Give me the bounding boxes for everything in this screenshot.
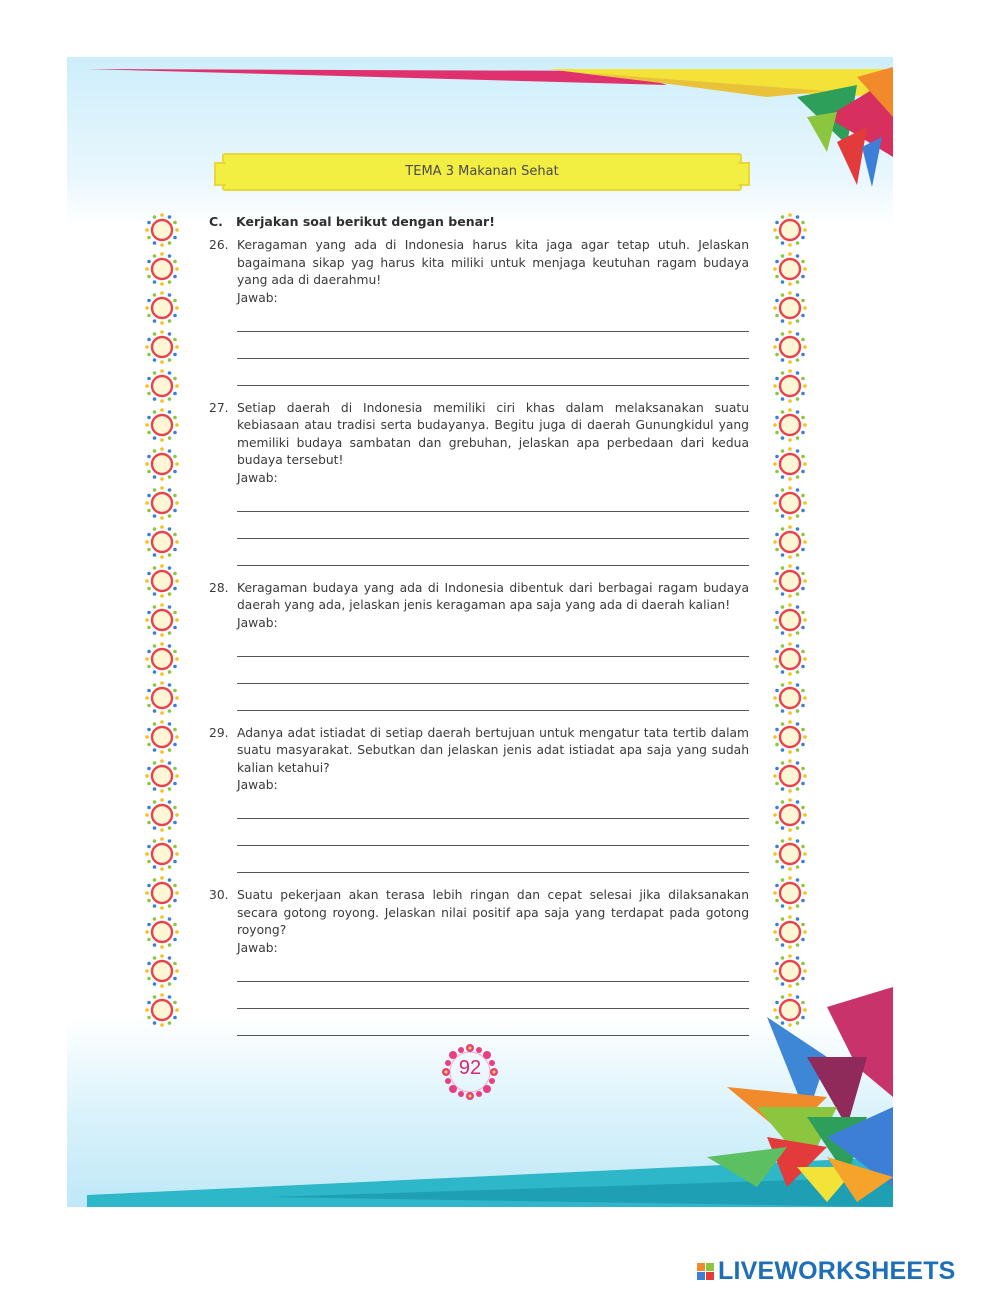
answer-line[interactable] xyxy=(237,359,749,386)
ornament-motif xyxy=(772,953,808,989)
ornament-motif xyxy=(144,875,180,911)
ornament-motif xyxy=(144,836,180,872)
ornament-motif xyxy=(144,563,180,599)
ornament-motif xyxy=(144,485,180,521)
page-number: 92 xyxy=(458,1057,482,1079)
ornament-motif xyxy=(772,446,808,482)
ornament-motif xyxy=(144,329,180,365)
ornament-motif xyxy=(144,602,180,638)
ornament-motif xyxy=(772,797,808,833)
question-number: 30. xyxy=(209,888,229,902)
ornament-motif xyxy=(772,719,808,755)
ornament-motif xyxy=(144,407,180,443)
ornament-motif xyxy=(144,524,180,560)
banner-right-cap xyxy=(738,162,750,186)
question-number: 28. xyxy=(209,580,229,595)
answer-line[interactable] xyxy=(237,819,749,846)
ornament-motif xyxy=(144,797,180,833)
logo-tile xyxy=(697,1272,705,1280)
theme-banner xyxy=(222,153,742,191)
question-text: Keragaman budaya yang ada di Indonesia dibentuk dari berbagai ragam budaya daerah yang ada, jelaskan jenis keragaman apa saja yang ada di daerah kalian! xyxy=(237,580,749,612)
answer-line[interactable] xyxy=(237,512,749,539)
banner-left-cap xyxy=(214,162,226,186)
banner-title: TEMA 3 Makanan Sehat xyxy=(405,164,559,179)
answer-label: Jawab: xyxy=(237,940,278,955)
ornament-motif xyxy=(772,875,808,911)
section-letter: C. xyxy=(209,214,223,229)
question-number: 26. xyxy=(209,238,229,252)
answer-line[interactable] xyxy=(237,792,749,819)
answer-line[interactable] xyxy=(237,630,749,657)
ornament-motif xyxy=(144,290,180,326)
answer-line[interactable] xyxy=(237,332,749,359)
ornament-motif xyxy=(144,212,180,248)
answer-label: Jawab: xyxy=(237,290,278,305)
ornament-motif xyxy=(144,992,180,1028)
left-ornament-border xyxy=(144,212,180,1031)
ornament-motif xyxy=(772,290,808,326)
question xyxy=(209,400,749,470)
ornament-motif xyxy=(772,485,808,521)
ornament-motif xyxy=(144,953,180,989)
ornament-motif xyxy=(772,407,808,443)
logo-tile xyxy=(697,1263,705,1271)
ornament-motif xyxy=(144,251,180,287)
right-ornament-border xyxy=(772,212,808,1031)
question xyxy=(209,725,749,778)
ornament-motif xyxy=(772,368,808,404)
answer-line[interactable] xyxy=(237,846,749,873)
answer-line[interactable] xyxy=(237,982,749,1009)
logo-tile xyxy=(706,1272,714,1280)
ornament-motif xyxy=(772,641,808,677)
ornament-motif xyxy=(772,836,808,872)
liveworksheets-wordmark: LIVEWORKSHEETS xyxy=(718,1256,956,1285)
answer-label: Jawab: xyxy=(237,778,278,792)
ornament-motif xyxy=(772,251,808,287)
ornament-motif xyxy=(772,758,808,794)
question-text: Adanya adat istiadat di setiap daerah bertujuan untuk mengatur tata tertib dalam suatu masyarakat. Sebutkan dan jelaskan jenis adat istiadat apa saja yang sudah kalian ketahui? xyxy=(237,725,749,775)
section-heading xyxy=(209,214,749,229)
question-text: Suatu pekerjaan akan terasa lebih ringan dan cepat selesai jika dilaksanakan secara gotong royong. Jelaskan nilai positif apa saja yang terdapat pada gotong royong? xyxy=(237,888,749,937)
logo-tile xyxy=(706,1263,714,1271)
answer-label: Jawab: xyxy=(237,470,278,485)
section-title: Kerjakan soal berikut dengan benar! xyxy=(236,214,495,229)
ornament-motif xyxy=(144,368,180,404)
question-text: Keragaman yang ada di Indonesia harus kita jaga agar tetap utuh. Jelaskan bagaimana sikap yag harus kita miliki untuk menjaga keutuhan ragam budaya yang ada di daerahmu! xyxy=(237,238,749,287)
question-block xyxy=(209,400,749,566)
ornament-motif xyxy=(772,680,808,716)
question-text: Setiap daerah di Indonesia memiliki ciri khas dalam melaksanakan suatu kebiasaan atau tradisi serta budayanya. Begitu juga di daerah Gunungkidul yang memiliki budaya sambatan dan grebuhan, jelaskan apa perbedaan dari kedua budaya tersebut! xyxy=(237,400,749,467)
answer-label: Jawab: xyxy=(237,615,278,630)
ornament-motif xyxy=(144,446,180,482)
question-block xyxy=(209,580,749,711)
ornament-motif xyxy=(144,758,180,794)
ornament-motif xyxy=(144,641,180,677)
answer-line[interactable] xyxy=(237,539,749,566)
ornament-motif xyxy=(772,524,808,560)
answer-line[interactable] xyxy=(237,955,749,982)
question-block xyxy=(209,725,749,874)
question-block xyxy=(209,237,749,386)
question-block xyxy=(209,887,749,1036)
ornament-motif xyxy=(144,914,180,950)
question-number: 27. xyxy=(209,400,229,415)
question xyxy=(209,887,749,940)
answer-line[interactable] xyxy=(237,684,749,711)
ornament-motif xyxy=(772,914,808,950)
ornament-motif xyxy=(772,563,808,599)
ornament-motif xyxy=(772,212,808,248)
question xyxy=(209,580,749,615)
worksheet-page xyxy=(67,57,893,1207)
ornament-motif xyxy=(772,602,808,638)
question-number: 29. xyxy=(209,725,229,740)
answer-line[interactable] xyxy=(237,657,749,684)
ornament-motif xyxy=(144,680,180,716)
question xyxy=(209,237,749,290)
answer-line[interactable] xyxy=(237,305,749,332)
liveworksheets-logo[interactable] xyxy=(697,1257,956,1285)
ornament-motif xyxy=(772,329,808,365)
liveworksheets-logo-icon xyxy=(697,1263,714,1280)
ornament-motif xyxy=(144,719,180,755)
answer-line[interactable] xyxy=(237,485,749,512)
answer-line[interactable] xyxy=(237,1009,749,1036)
worksheet-content xyxy=(209,214,749,1050)
ornament-motif xyxy=(772,992,808,1028)
